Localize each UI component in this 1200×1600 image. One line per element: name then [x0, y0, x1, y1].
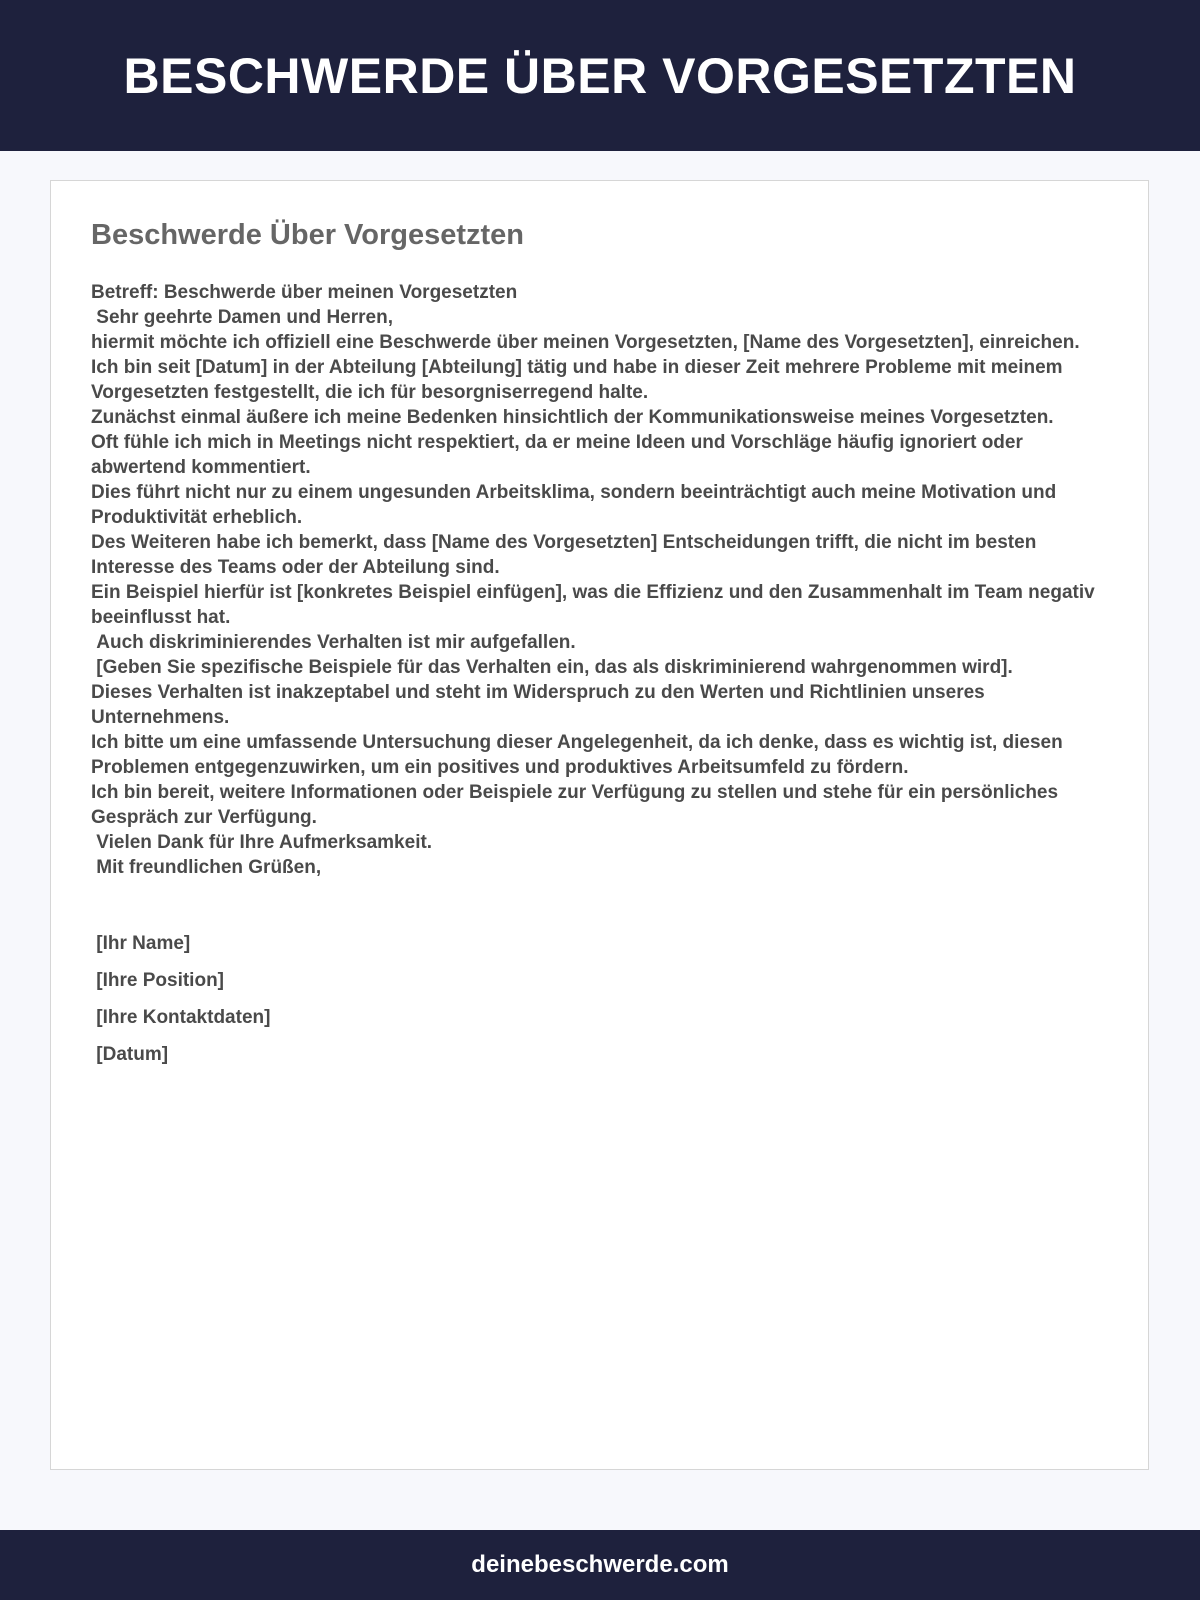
- footer-site-link[interactable]: deinebeschwerde.com: [471, 1551, 729, 1578]
- letter-line: Dieses Verhalten ist inakzeptabel und steht im Widerspruch zu den Werten und Richtlinien unseres Unternehmens.: [91, 682, 991, 728]
- signature-name: [Ihr Name]: [91, 933, 191, 954]
- signature-date: [Datum]: [91, 1044, 169, 1065]
- page-footer: [0, 1530, 1200, 1600]
- letter-line: [Geben Sie spezifische Beispiele für das Verhalten ein, das als diskriminierend wahrgenommen wird].: [91, 657, 1013, 678]
- letter-card: [50, 180, 1149, 1470]
- letter-line: Sehr geehrte Damen und Herren,: [91, 307, 393, 328]
- signature-block: [91, 931, 270, 1079]
- letter-line: Mit freundlichen Grüßen,: [91, 857, 322, 878]
- signature-contact: [Ihre Kontaktdaten]: [91, 1007, 271, 1028]
- letter-line: Zunächst einmal äußere ich meine Bedenken hinsichtlich der Kommunikationsweise meines Vorgesetzten.: [91, 407, 1054, 428]
- letter-line: Ein Beispiel hierfür ist [konkretes Beispiel einfügen], was die Effizienz und den Zusammenhalt im Team negativ beeinflusst hat.: [91, 582, 1100, 628]
- letter-line: Betreff: Beschwerde über meinen Vorgesetzten: [91, 282, 518, 303]
- letter-line: Ich bin seit [Datum] in der Abteilung [Abteilung] tätig und habe in dieser Zeit mehrere Probleme mit meinem Vorgesetzten festgestellt, die ich für besorgniserregend halte.: [91, 357, 1068, 403]
- page-header: [0, 0, 1200, 151]
- letter-line: Dies führt nicht nur zu einem ungesunden Arbeitsklima, sondern beeinträchtigt auch meine Motivation und Produktivität erheblich.: [91, 482, 1062, 528]
- letter-line: hiermit möchte ich offiziell eine Beschwerde über meinen Vorgesetzten, [Name des Vorgesetzten], einreichen.: [91, 332, 1080, 353]
- letter-line: Ich bitte um eine umfassende Untersuchung dieser Angelegenheit, da ich denke, dass es wichtig ist, diesen Problemen entgegenzuwirken, um ein positives und produktives Arbeitsumfeld zu fördern.: [91, 732, 1068, 778]
- letter-body: [91, 280, 1101, 880]
- letter-line: Oft fühle ich mich in Meetings nicht respektiert, da er meine Ideen und Vorschläge häufig ignoriert oder abwertend kommentiert.: [91, 432, 1029, 478]
- letter-line: Ich bin bereit, weitere Informationen oder Beispiele zur Verfügung zu stellen und stehe für ein persönliches Gespräch zur Verfügung.: [91, 782, 1064, 828]
- letter-line: Vielen Dank für Ihre Aufmerksamkeit.: [91, 832, 433, 853]
- letter-title: Beschwerde Über Vorgesetzten: [91, 219, 524, 251]
- page-title: BESCHWERDE ÜBER VORGESETZTEN: [123, 47, 1077, 104]
- signature-position: [Ihre Position]: [91, 970, 224, 991]
- letter-line: Des Weiteren habe ich bemerkt, dass [Name des Vorgesetzten] Entscheidungen trifft, die nicht im besten Interesse des Teams oder der Abteilung sind.: [91, 532, 1042, 578]
- letter-line: Auch diskriminierendes Verhalten ist mir aufgefallen.: [91, 632, 576, 653]
